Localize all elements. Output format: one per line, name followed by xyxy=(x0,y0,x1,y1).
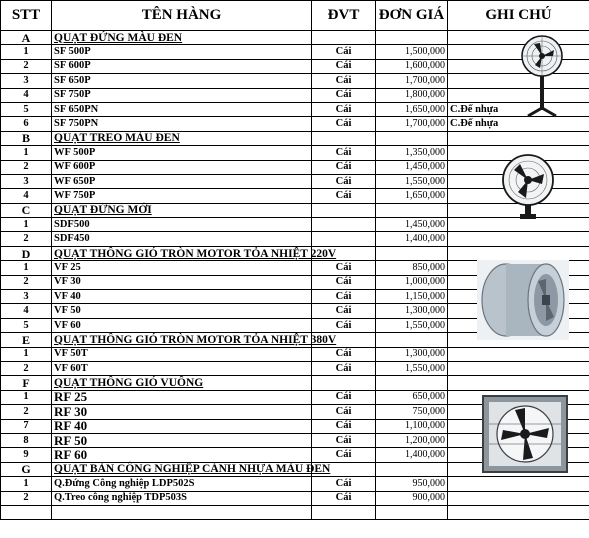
cell-price: 1,200,000 xyxy=(376,433,448,447)
cell-price: 650,000 xyxy=(376,390,448,404)
cell-name: WF 600P xyxy=(52,160,312,174)
cell-note xyxy=(448,232,589,246)
cell-name: RF 40 xyxy=(52,419,312,433)
cell-stt: 4 xyxy=(1,189,52,203)
cell-stt xyxy=(1,505,52,519)
cell-price: 850,000 xyxy=(376,261,448,275)
cell-name: RF 60 xyxy=(52,448,312,462)
cell-dvt: Cái xyxy=(312,261,376,275)
cell-note xyxy=(448,505,589,519)
cell-stt: 2 xyxy=(1,59,52,73)
cell-price: 1,600,000 xyxy=(376,59,448,73)
cell-dvt: Cái xyxy=(312,304,376,318)
cell-note xyxy=(448,361,589,375)
cell-dvt: Cái xyxy=(312,88,376,102)
cell-note xyxy=(448,131,589,145)
cell-dvt: Cái xyxy=(312,275,376,289)
cell-dvt xyxy=(312,31,376,45)
cell-stt: 7 xyxy=(1,419,52,433)
cell-dvt: Cái xyxy=(312,189,376,203)
cell-dvt: Cái xyxy=(312,318,376,332)
cell-price xyxy=(376,505,448,519)
cell-price: 1,300,000 xyxy=(376,347,448,361)
cell-name: VF 40 xyxy=(52,290,312,304)
section-row xyxy=(1,31,589,45)
cell-price: 1,400,000 xyxy=(376,232,448,246)
section-row xyxy=(1,376,589,390)
section-title: QUẠT ĐỨNG MỚI xyxy=(52,203,312,217)
cell-stt: 2 xyxy=(1,160,52,174)
cell-name: VF 50T xyxy=(52,347,312,361)
cell-dvt: Cái xyxy=(312,146,376,160)
section-code: D xyxy=(1,246,52,260)
cell-price: 1,300,000 xyxy=(376,304,448,318)
cell-note xyxy=(448,347,589,361)
cell-price: 1,450,000 xyxy=(376,218,448,232)
cell-price: 1,100,000 xyxy=(376,419,448,433)
cell-price: 1,450,000 xyxy=(376,160,448,174)
table-row xyxy=(1,59,589,73)
cell-name: RF 25 xyxy=(52,390,312,404)
round-ventilation-fan-icon xyxy=(476,259,570,341)
cell-name: VF 25 xyxy=(52,261,312,275)
cell-stt: 4 xyxy=(1,88,52,102)
cell-dvt: Cái xyxy=(312,45,376,59)
table-row xyxy=(1,347,589,361)
cell-dvt xyxy=(312,131,376,145)
cell-dvt: Cái xyxy=(312,174,376,188)
table-row xyxy=(1,117,589,131)
header-note: GHI CHÚ xyxy=(448,1,589,31)
cell-dvt: Cái xyxy=(312,405,376,419)
section-title: QUẠT BÀN CÔNG NGHIỆP CÁNH NHỰA MÀU ĐEN xyxy=(52,462,312,476)
cell-stt: 1 xyxy=(1,146,52,160)
cell-dvt: Cái xyxy=(312,433,376,447)
table-row xyxy=(1,102,589,116)
cell-stt: 2 xyxy=(1,361,52,375)
cell-stt: 1 xyxy=(1,347,52,361)
cell-price: 1,650,000 xyxy=(376,189,448,203)
cell-name: RF 50 xyxy=(52,433,312,447)
section-code: C xyxy=(1,203,52,217)
section-title: QUẠT THÔNG GIÓ TRÒN MOTOR TỎA NHIỆT 380V xyxy=(52,333,312,347)
section-code: B xyxy=(1,131,52,145)
cell-stt: 1 xyxy=(1,390,52,404)
cell-price xyxy=(376,246,448,260)
header-name: TÊN HÀNG xyxy=(52,1,312,31)
section-title: QUẠT TREO MÀU ĐEN xyxy=(52,131,312,145)
cell-stt: 1 xyxy=(1,218,52,232)
cell-stt: 3 xyxy=(1,290,52,304)
cell-name: VF 60 xyxy=(52,318,312,332)
cell-dvt: Cái xyxy=(312,477,376,491)
square-exhaust-fan-icon xyxy=(481,394,569,474)
cell-stt: 2 xyxy=(1,405,52,419)
cell-price: 1,550,000 xyxy=(376,318,448,332)
cell-price: 900,000 xyxy=(376,491,448,505)
cell-price: 1,800,000 xyxy=(376,88,448,102)
cell-stt: 5 xyxy=(1,102,52,116)
cell-dvt xyxy=(312,376,376,390)
cell-name: VF 30 xyxy=(52,275,312,289)
section-code: E xyxy=(1,333,52,347)
cell-name: RF 30 xyxy=(52,405,312,419)
cell-name xyxy=(52,505,312,519)
cell-dvt: Cái xyxy=(312,290,376,304)
cell-dvt: Cái xyxy=(312,419,376,433)
cell-dvt: Cái xyxy=(312,491,376,505)
table-row xyxy=(1,88,589,102)
table-row xyxy=(1,477,589,491)
table-row xyxy=(1,74,589,88)
cell-name: SF 750PN xyxy=(52,117,312,131)
cell-stt: 2 xyxy=(1,232,52,246)
cell-note: C.Đế nhựa xyxy=(448,117,589,131)
cell-name: SF 600P xyxy=(52,59,312,73)
cell-note xyxy=(448,491,589,505)
cell-name: SDF450 xyxy=(52,232,312,246)
cell-dvt: Cái xyxy=(312,390,376,404)
cell-name: WF 500P xyxy=(52,146,312,160)
cell-stt: 3 xyxy=(1,74,52,88)
table-row xyxy=(1,491,589,505)
cell-price: 1,700,000 xyxy=(376,117,448,131)
section-code: A xyxy=(1,31,52,45)
cell-price: 1,550,000 xyxy=(376,174,448,188)
cell-name: SF 750P xyxy=(52,88,312,102)
cell-stt: 6 xyxy=(1,117,52,131)
cell-note xyxy=(448,376,589,390)
cell-dvt: Cái xyxy=(312,74,376,88)
standing-fan-icon xyxy=(510,34,574,120)
cell-stt: 1 xyxy=(1,477,52,491)
cell-name: SF 500P xyxy=(52,45,312,59)
cell-stt: 2 xyxy=(1,275,52,289)
cell-dvt: Cái xyxy=(312,102,376,116)
cell-name: Q.Treo công nghiệp TDP503S xyxy=(52,491,312,505)
header-price: ĐƠN GIÁ xyxy=(376,1,448,31)
cell-dvt: Cái xyxy=(312,117,376,131)
cell-price: 1,550,000 xyxy=(376,361,448,375)
cell-price xyxy=(376,31,448,45)
cell-price: 1,150,000 xyxy=(376,290,448,304)
cell-price: 1,500,000 xyxy=(376,45,448,59)
cell-name: SF 650P xyxy=(52,74,312,88)
header-row xyxy=(1,1,589,31)
cell-note: C.Đế nhựa xyxy=(448,102,589,116)
cell-price: 1,650,000 xyxy=(376,102,448,116)
section-title: QUẠT THÔNG GIÓ TRÒN MOTOR TỎA NHIỆT 220V xyxy=(52,246,312,260)
table-row xyxy=(1,45,589,59)
cell-name: SF 650PN xyxy=(52,102,312,116)
cell-price: 1,350,000 xyxy=(376,146,448,160)
cell-name: SDF500 xyxy=(52,218,312,232)
cell-name: VF 50 xyxy=(52,304,312,318)
cell-dvt xyxy=(312,505,376,519)
cell-name: VF 60T xyxy=(52,361,312,375)
cell-dvt: Cái xyxy=(312,361,376,375)
cell-price: 1,000,000 xyxy=(376,275,448,289)
cell-dvt: Cái xyxy=(312,347,376,361)
cell-dvt: Cái xyxy=(312,448,376,462)
cell-name: WF 650P xyxy=(52,174,312,188)
cell-note xyxy=(448,477,589,491)
cell-stt: 1 xyxy=(1,45,52,59)
section-title: QUẠT ĐỨNG MÀU ĐEN xyxy=(52,31,312,45)
cell-stt: 5 xyxy=(1,318,52,332)
cell-dvt xyxy=(312,203,376,217)
cell-price xyxy=(376,462,448,476)
cell-stt: 4 xyxy=(1,304,52,318)
cell-price xyxy=(376,203,448,217)
section-row xyxy=(1,131,589,145)
cell-stt: 1 xyxy=(1,261,52,275)
cell-stt: 3 xyxy=(1,174,52,188)
cell-dvt xyxy=(312,232,376,246)
section-code: F xyxy=(1,376,52,390)
table-row xyxy=(1,505,589,519)
cell-stt: 9 xyxy=(1,448,52,462)
cell-price xyxy=(376,333,448,347)
table-row xyxy=(1,361,589,375)
cell-name: Q.Đứng Công nghiệp LDP502S xyxy=(52,477,312,491)
cell-dvt xyxy=(312,218,376,232)
cell-name: WF 750P xyxy=(52,189,312,203)
cell-price: 1,400,000 xyxy=(376,448,448,462)
section-title: QUẠT THÔNG GIÓ VUÔNG xyxy=(52,376,312,390)
cell-price xyxy=(376,131,448,145)
header-dvt: ĐVT xyxy=(312,1,376,31)
cell-price: 750,000 xyxy=(376,405,448,419)
cell-stt: 8 xyxy=(1,433,52,447)
section-code: G xyxy=(1,462,52,476)
cell-price: 950,000 xyxy=(376,477,448,491)
cell-dvt: Cái xyxy=(312,160,376,174)
table-row xyxy=(1,232,589,246)
cell-price: 1,700,000 xyxy=(376,74,448,88)
wall-fan-icon xyxy=(492,152,564,224)
header-stt: STT xyxy=(1,1,52,31)
cell-price xyxy=(376,376,448,390)
cell-stt: 2 xyxy=(1,491,52,505)
cell-dvt: Cái xyxy=(312,59,376,73)
